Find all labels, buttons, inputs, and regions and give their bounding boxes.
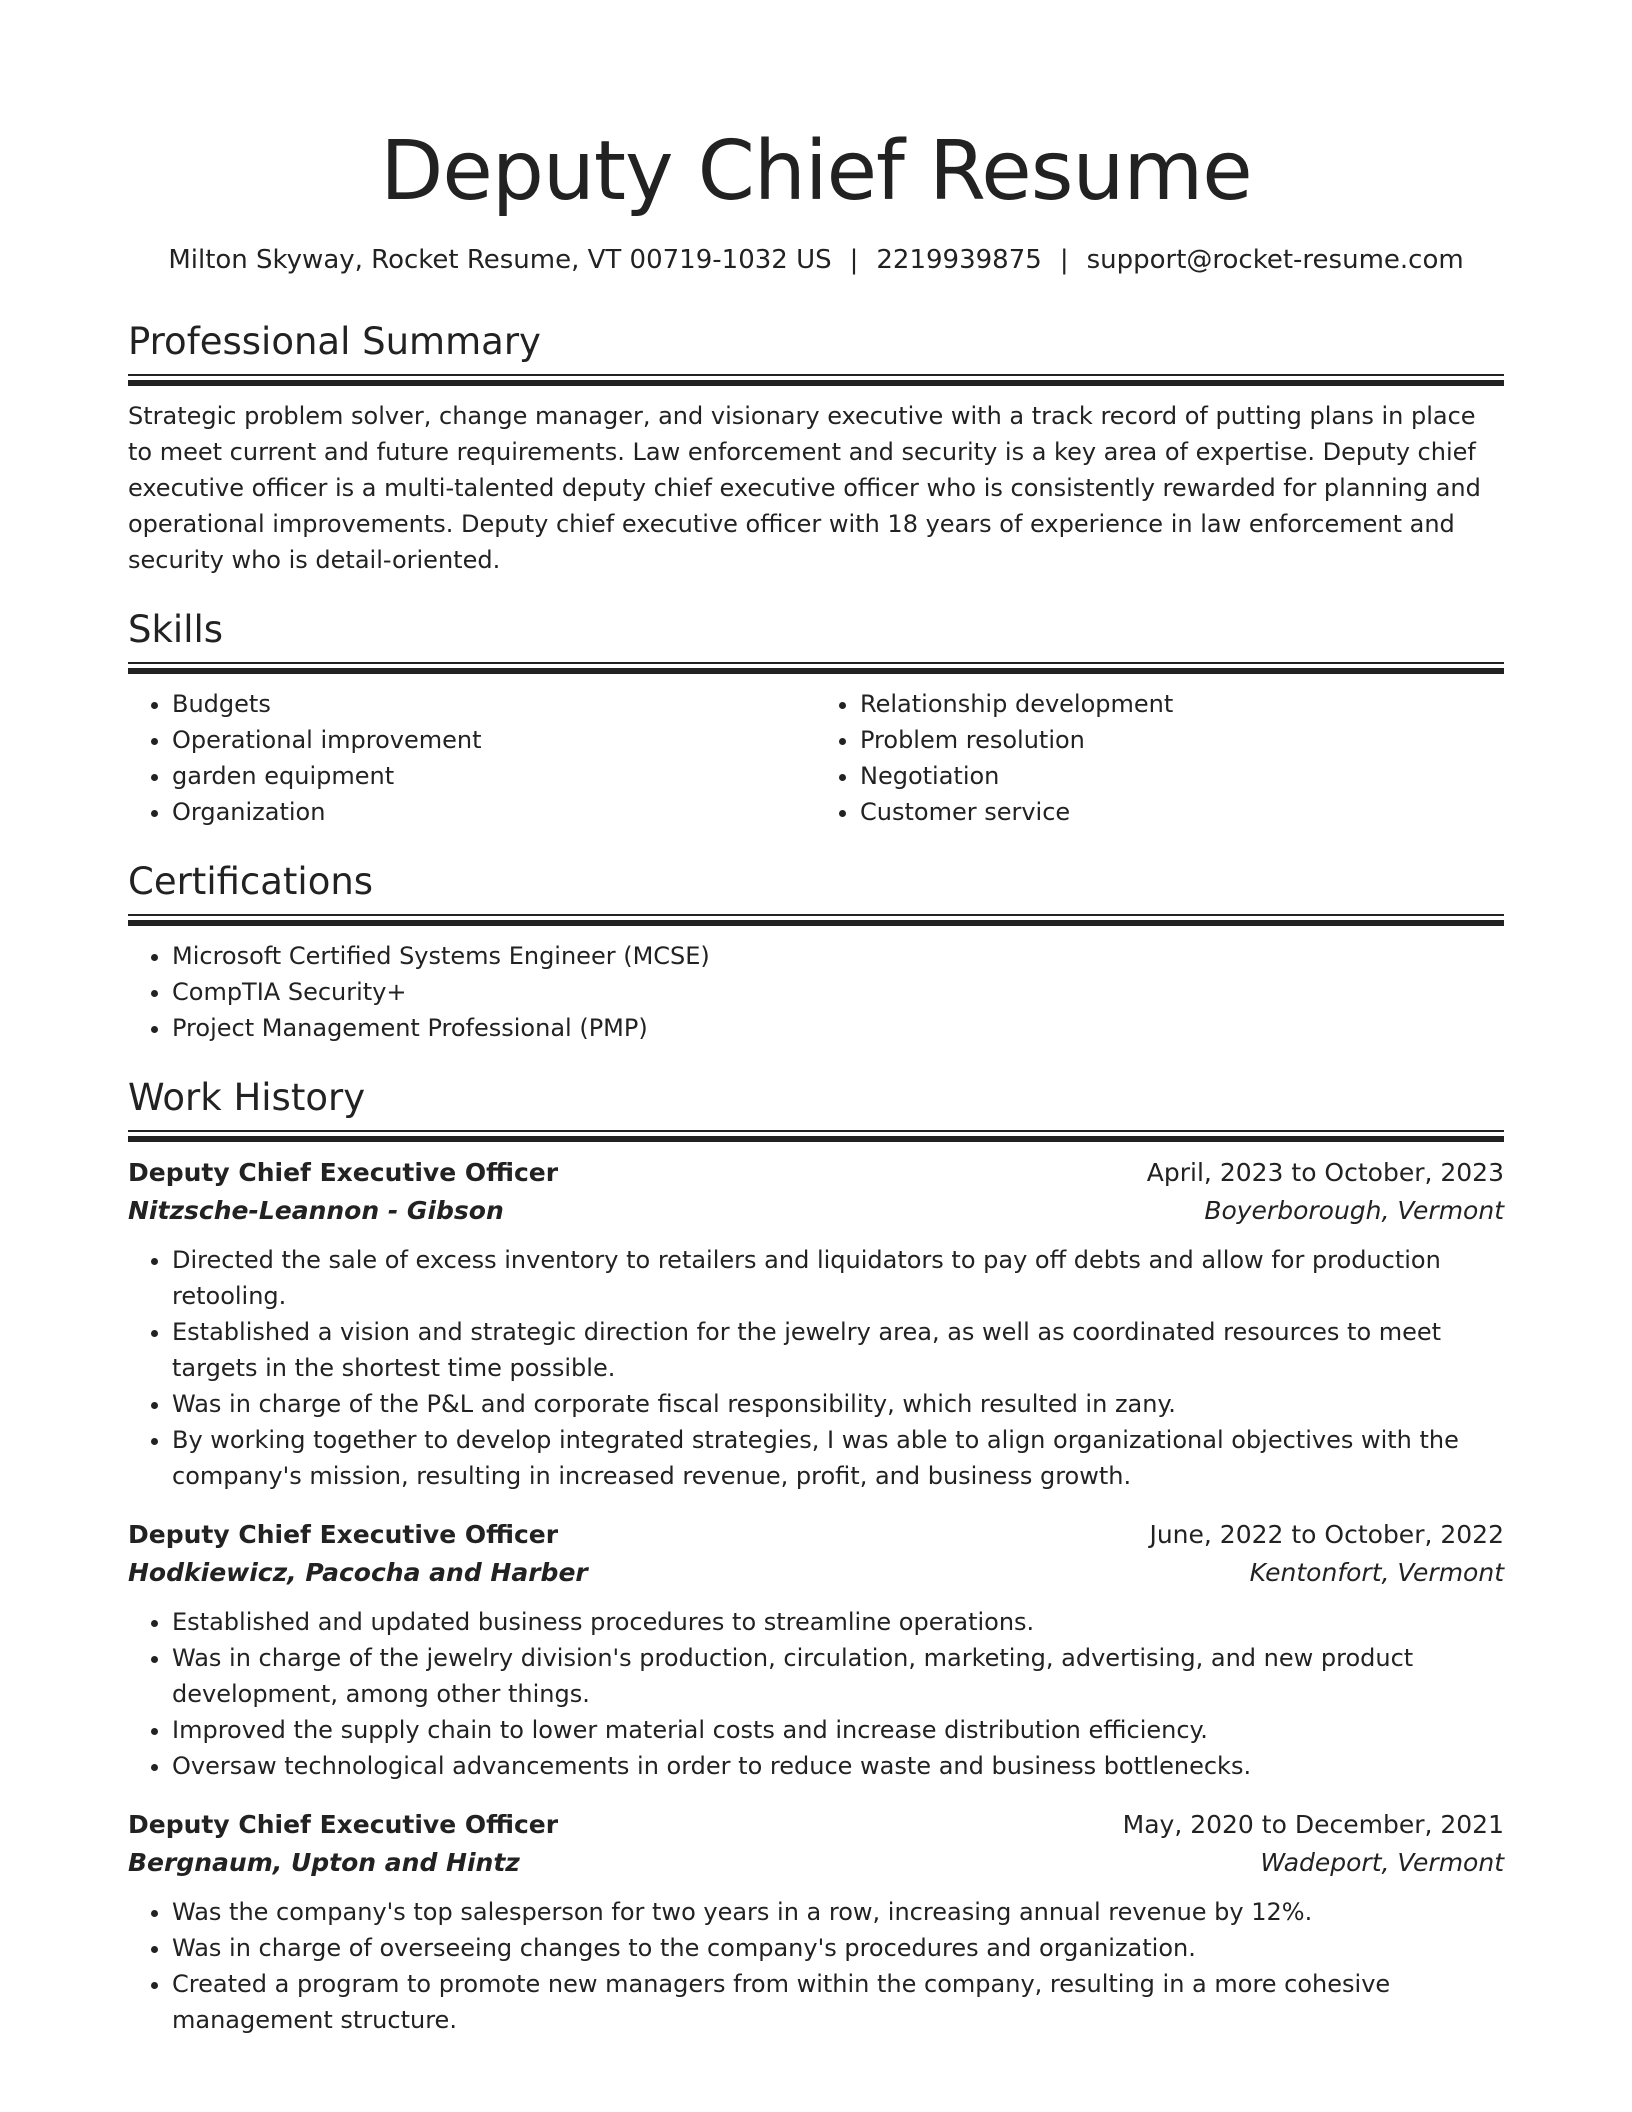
- skill-item: • Organization: [172, 794, 816, 830]
- skill-item: • Budgets: [172, 686, 816, 722]
- job-bullet: • Was in charge of the P&L and corporate fiscal responsibility, which resulted in zany.: [172, 1386, 1504, 1422]
- section-heading-skills: Skills: [128, 608, 224, 651]
- job-bullet: • Established a vision and strategic direction for the jewelry area, as well as coordinated resources to meet targets in the shortest time possible.: [172, 1314, 1504, 1386]
- skill-item: • garden equipment: [172, 758, 816, 794]
- section-divider: [128, 1130, 1504, 1142]
- contact-separator: |: [849, 245, 859, 275]
- job-entry: [128, 1154, 1504, 1494]
- contact-address: Milton Skyway, Rocket Resume, VT 00719-1032 US: [168, 245, 832, 275]
- job-title: Deputy Chief Executive Officer: [128, 1810, 559, 1839]
- skill-item: • Negotiation: [860, 758, 1504, 794]
- section-heading-summary: Professional Summary: [128, 320, 541, 363]
- job-bullet: • Improved the supply chain to lower material costs and increase distribution efficiency.: [172, 1712, 1504, 1748]
- job-bullet: • Was the company's top salesperson for two years in a row, increasing annual revenue by 12%.: [172, 1894, 1504, 1930]
- job-bullets: [128, 1604, 1504, 1784]
- skill-item: • Problem resolution: [860, 722, 1504, 758]
- job-dates: May, 2020 to December, 2021: [1122, 1810, 1504, 1839]
- contact-phone: 2219939875: [876, 245, 1042, 275]
- skills-list-left: [128, 686, 816, 830]
- certification-item: • Microsoft Certified Systems Engineer (MCSE): [172, 938, 1504, 974]
- job-title: Deputy Chief Executive Officer: [128, 1520, 559, 1549]
- section-divider: [128, 662, 1504, 674]
- resume-title: Deputy Chief Resume: [380, 124, 1252, 219]
- work-history-section: [128, 1074, 1504, 2038]
- section-divider: [128, 914, 1504, 926]
- job-bullet: • Was in charge of overseeing changes to the company's procedures and organization.: [172, 1930, 1504, 1966]
- job-location: Boyerborough, Vermont: [1204, 1196, 1504, 1225]
- certification-item: • CompTIA Security+: [172, 974, 1504, 1010]
- job-title: Deputy Chief Executive Officer: [128, 1158, 559, 1187]
- summary-text: Strategic problem solver, change manager, and visionary executive with a track record of putting plans in place to meet current and future requirements. Law enforcement and security is a key area of expertise. Deputy chief executive officer is a multi-talented deputy chief executive officer who is consistently rewarded for planning and operational improvements. Deputy chief executive officer with 18 years of experience in law enforcement and security who is detail-oriented.: [128, 402, 1481, 574]
- job-dates: April, 2023 to October, 2023: [1146, 1158, 1504, 1187]
- job-bullets: [128, 1242, 1504, 1494]
- job-bullet: • Directed the sale of excess inventory to retailers and liquidators to pay off debts and allow for production retooling.: [172, 1242, 1504, 1314]
- job-location: Kentonfort, Vermont: [1249, 1558, 1504, 1587]
- skills-section: [128, 606, 1504, 830]
- resume-page: [128, 0, 1504, 2060]
- certification-item: • Project Management Professional (PMP): [172, 1010, 1504, 1046]
- skill-item: • Customer service: [860, 794, 1504, 830]
- skill-item: • Operational improvement: [172, 722, 816, 758]
- contact-line: [128, 242, 1504, 278]
- job-bullet: • By working together to develop integrated strategies, I was able to align organizational objectives with the company's mission, resulting in increased revenue, profit, and business growth.: [172, 1422, 1504, 1494]
- contact-separator: |: [1059, 245, 1069, 275]
- section-divider: [128, 374, 1504, 386]
- job-bullet: • Established and updated business procedures to streamline operations.: [172, 1604, 1504, 1640]
- section-heading-certifications: Certifications: [128, 860, 374, 903]
- job-bullet: • Was in charge of the jewelry division's production, circulation, marketing, advertising, and new product development, among other things.: [172, 1640, 1504, 1712]
- certifications-section: [128, 858, 1504, 1046]
- job-company: Bergnaum, Upton and Hintz: [128, 1848, 520, 1877]
- job-bullets: [128, 1894, 1504, 2038]
- contact-email: support@rocket-resume.com: [1086, 245, 1464, 275]
- job-bullet: • Created a program to promote new managers from within the company, resulting in a more cohesive management structure.: [172, 1966, 1504, 2038]
- summary-section: [128, 318, 1504, 578]
- job-company: Nitzsche-Leannon - Gibson: [128, 1196, 504, 1225]
- section-heading-work-history: Work History: [128, 1076, 366, 1119]
- job-entry: [128, 1516, 1504, 1784]
- job-dates: June, 2022 to October, 2022: [1149, 1520, 1504, 1549]
- job-location: Wadeport, Vermont: [1260, 1848, 1504, 1877]
- skills-list-right: [816, 686, 1504, 830]
- job-bullet: • Oversaw technological advancements in order to reduce waste and business bottlenecks.: [172, 1748, 1504, 1784]
- certifications-list: [128, 938, 1504, 1046]
- job-entry: [128, 1806, 1504, 2038]
- job-company: Hodkiewicz, Pacocha and Harber: [128, 1558, 588, 1587]
- skill-item: • Relationship development: [860, 686, 1504, 722]
